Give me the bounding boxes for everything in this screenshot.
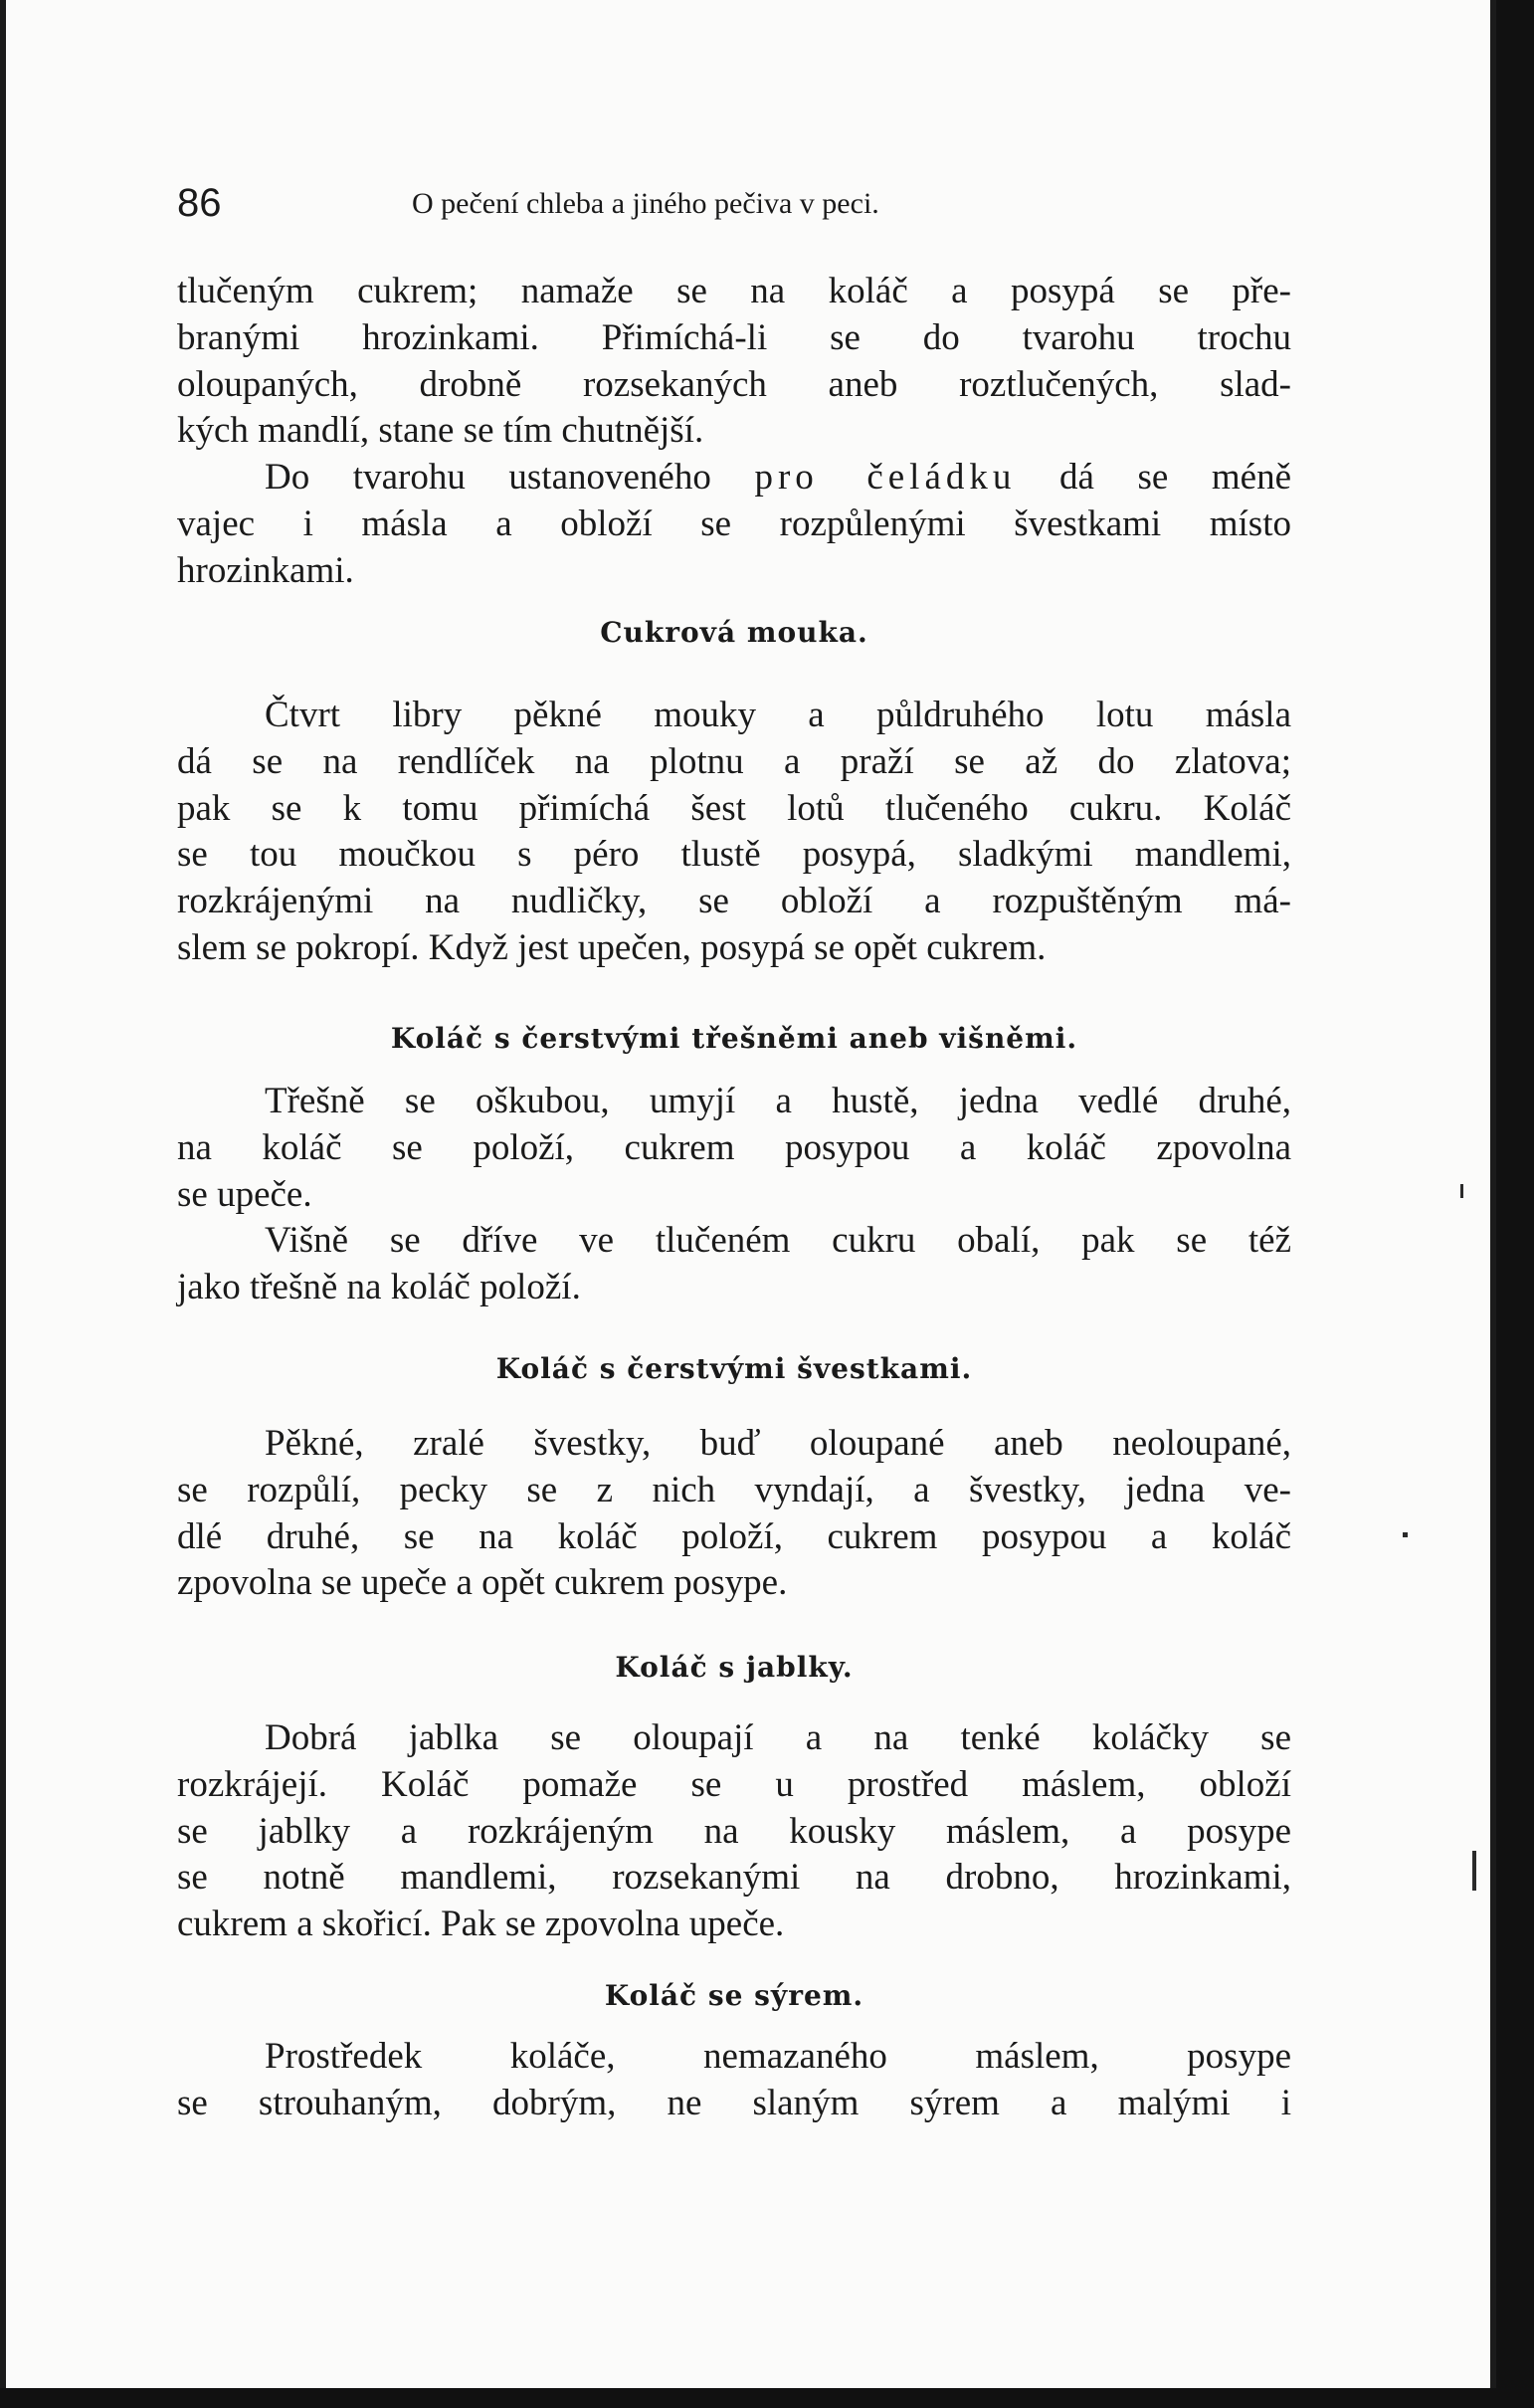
text-line: na koláč se položí, cukrem posypou a koláč zpovolna	[177, 1126, 1291, 1168]
section-paragraph	[177, 1079, 1291, 1311]
text-line: dlé druhé, se na koláč položí, cukrem posypou a koláč	[177, 1515, 1291, 1557]
section-paragraph	[177, 2034, 1291, 2127]
section-paragraph	[177, 1715, 1291, 1948]
intro-paragraph	[177, 269, 1291, 595]
text-line: se notně mandlemi, rozsekanými na drobno, hrozinkami,	[177, 1857, 1291, 1899]
text-line: hrozinkami.	[177, 549, 354, 591]
text-line: Třešně se oškubou, umyjí a hustě, jedna vedlé druhé,	[265, 1081, 1291, 1121]
text-line: vajec i másla a obloží se rozpůlenými švestkami místo	[177, 502, 1291, 544]
text-line: pak se k tomu přimíchá šest lotů tlučeného cukru. Koláč	[177, 787, 1291, 829]
section-heading: Koláč s čerstvými třešněmi aneb višněmi.	[390, 1022, 1078, 1055]
page-speck	[1460, 1184, 1463, 1198]
section-heading: Koláč se sýrem.	[604, 1979, 864, 2012]
text-line-mixed	[177, 455, 1291, 502]
text-line: slem se pokropí. Když jest upečen, posypá se opět cukrem.	[177, 926, 1047, 968]
text-line: Višně se dříve ve tlučeném cukru obalí, pak se též	[265, 1220, 1291, 1262]
page-header	[177, 175, 1291, 235]
page-number: 86	[177, 181, 222, 225]
text-line: branými hrozinkami. Přimíchá-li se do tvarohu trochu	[177, 316, 1291, 358]
right-page-edge	[1490, 0, 1496, 2388]
text-line: se tou moučkou s péro tlustě posypá, sladkými mandlemi,	[177, 834, 1291, 876]
text-run: dá se méně	[1058, 457, 1291, 499]
text-line: jako třešně na koláč položí.	[177, 1267, 581, 1308]
text-line: se rozpůlí, pecky se z nich vyndají, a švestky, jedna ve-	[177, 1469, 1291, 1510]
text-line: Pěkné, zralé švestky, buď oloupané aneb neoloupané,	[265, 1423, 1291, 1464]
text-line: se strouhaným, dobrým, ne slaným sýrem a malými i	[177, 2082, 1291, 2123]
text-line: se jablky a rozkrájeným na kousky máslem, a posype	[177, 1810, 1291, 1852]
text-line: rozkrájenými na nudličky, se obloží a rozpuštěným má-	[177, 881, 1291, 922]
text-line: dá se na rendlíček na plotnu a praží se až do zlatova;	[177, 740, 1291, 782]
text-line: oloupaných, drobně rozsekaných aneb roztlučených, slad-	[177, 363, 1291, 405]
running-title: O pečení chleba a jiného pečiva v peci.	[412, 187, 879, 220]
text-line: se upeče.	[177, 1173, 312, 1215]
text-line: Dobrá jablka se oloupají a na tenké koláčky se	[265, 1717, 1291, 1758]
page-speck	[1472, 1851, 1476, 1891]
text-line: rozkrájejí. Koláč pomaže se u prostřed máslem, obloží	[177, 1763, 1291, 1805]
section-heading: Koláč s jablky.	[615, 1651, 854, 1684]
page-speck	[1403, 1532, 1408, 1537]
spaced-emphasis: pro čeládku	[754, 457, 1017, 499]
section-paragraph	[177, 693, 1291, 972]
text-line: kých mandlí, stane se tím chutnější.	[177, 410, 704, 452]
text-line: cukrem a skořicí. Pak se zpovolna upeče.	[177, 1904, 785, 1945]
section-paragraph	[177, 1421, 1291, 1607]
text-line: Prostředek koláče, nemazaného máslem, posype	[265, 2036, 1291, 2077]
left-page-edge	[0, 0, 6, 2388]
section-heading: Cukrová mouka.	[600, 616, 868, 649]
text-line: Čtvrt libry pěkné mouky a půldruhého lotu másla	[265, 695, 1291, 735]
text-line: zpovolna se upeče a opět cukrem posype.	[177, 1562, 788, 1604]
text-line: tlučeným cukrem; namaže se na koláč a posypá se pře-	[177, 271, 1291, 311]
text-run: Do tvarohu ustanoveného	[265, 457, 711, 499]
section-heading: Koláč s čerstvými švestkami.	[495, 1352, 973, 1385]
